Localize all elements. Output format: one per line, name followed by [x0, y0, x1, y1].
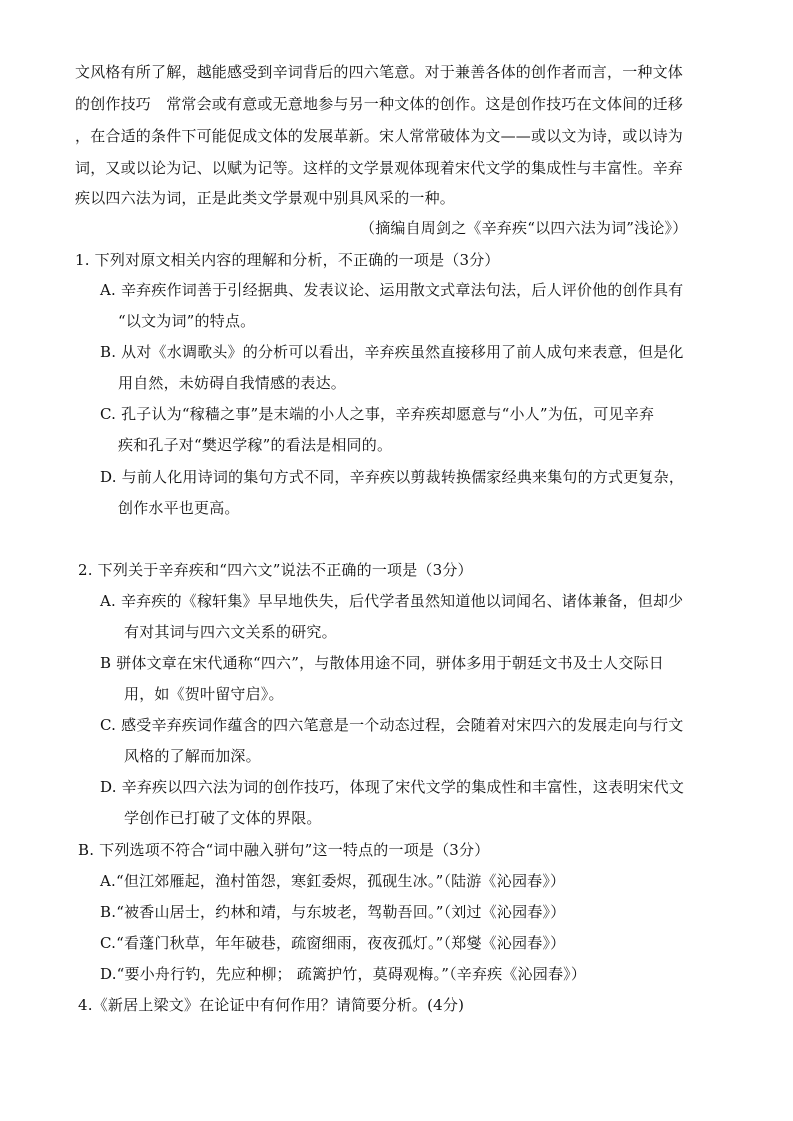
option-a: A.“但江郊雁起，渔村笛怨，寒釭委烬，孤砚生冰。”（陆游《沁园春》）	[100, 872, 566, 890]
option-c-cont: 疾和孔子对“樊迟学稼”的看法是相同的。	[118, 436, 393, 454]
option-d: D. 与前人化用诗词的集句方式不同，辛弃疾以剪裁转换儒家经典来集句的方式更复杂，	[100, 468, 685, 486]
question-stem: B. 下列选项不符合“词中融入骈句”这一特点的一项是（3分）	[78, 841, 490, 859]
option-b: B. 从对《水调歌头》的分析可以看出，辛弃疾虽然直接移用了前人成句来表意，但是化	[100, 343, 684, 361]
question-stem: 4.《新居上梁文》在论证中有何作用？请简要分析。(4分)	[78, 996, 465, 1014]
option-d: D.“要小舟行钓，先应种柳； 疏篱护竹，莫碍观梅。”（辛弃疾《沁园春》）	[100, 965, 587, 983]
passage-line: ，在合适的条件下可能促成文体的发展革新。宋人常常破体为文——或以文为诗，或以诗为	[75, 127, 684, 145]
option-c: C. 孔子认为“稼穑之事”是末端的小人之事，辛弃疾却愿意与“小人”为伍，可见辛弃	[100, 405, 655, 423]
option-d-cont: 学创作已打破了文体的界限。	[124, 809, 322, 827]
passage-line: 文风格有所了解，越能感受到辛词背后的四六笔意。对于兼善各体的创作者而言，一种文体	[75, 63, 684, 81]
option-b: B.“被香山居士，约林和靖，与东坡老，驾勒吾回。”（刘过《沁园春》）	[100, 903, 566, 921]
option-b: B 骈体文章在宋代通称“四六”，与散体用途不同，骈体多用于朝廷文书及士人交际日	[100, 654, 664, 672]
option-c-cont: 风格的了解而加深。	[124, 747, 261, 765]
option-c: C. 感受辛弃疾词作蕴含的四六笔意是一个动态过程，会随着对宋四六的发展走向与行文	[100, 716, 684, 734]
option-a-cont: 有对其词与四六文关系的研究。	[124, 623, 337, 641]
question-stem: 2. 下列关于辛弃疾和“四六文”说法不正确的一项是（3分）	[78, 561, 473, 579]
passage-line: 的创作技巧 常常会或有意或无意地参与另一种文体的创作。这是创作技巧在文体间的迁移	[75, 95, 684, 113]
option-b-cont: 用自然，未妨碍自我情感的表达。	[118, 374, 347, 392]
option-c: C.“看蓬门秋草，年年破巷，疏窗细雨，夜夜孤灯。”（郑燮《沁园春》）	[100, 934, 566, 952]
passage-line: 词，又或以论为记、以赋为记等。这样的文学景观体现着宋代文学的集成性与丰富性。辛弃	[75, 159, 684, 177]
passage-source: （摘编自周剑之《辛弃疾“以四六法为词”浅论》）	[360, 219, 688, 237]
option-d: D. 辛弃疾以四六法为词的创作技巧，体现了宋代文学的集成性和丰富性，这表明宋代文	[100, 778, 685, 796]
option-a: A. 辛弃疾的《稼轩集》早早地佚失，后代学者虽然知道他以词闻名、诸体兼备，但却少	[100, 592, 684, 610]
passage-line: 疾以四六法为词，正是此类文学景观中别具风采的一种。	[75, 189, 456, 207]
option-b-cont: 用，如《贺叶留守启》。	[124, 685, 284, 703]
question-stem: 1. 下列对原文相关内容的理解和分析，不正确的一项是（3分）	[75, 251, 500, 269]
option-a-cont: “以文为词”的特点。	[118, 312, 256, 330]
option-d-cont: 创作水平也更高。	[118, 499, 240, 517]
option-a: A. 辛弃疾作词善于引经据典、发表议论、运用散文式章法句法，后人评价他的创作具有	[100, 281, 684, 299]
